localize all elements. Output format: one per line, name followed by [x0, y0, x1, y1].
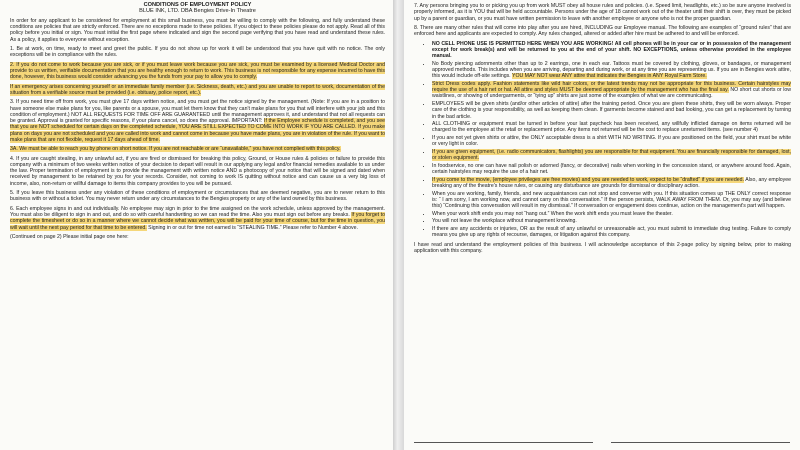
- highlight-rule-2: 2. If you do not come to work because you are sick, or if you must leave work because you are sick, you must be examined by a licensed Medical Doctor and provide to us written, verifiable documentation that you are healthy enough to return to work. This business is not responsible for any expense incurred to have this done, however, this business would consider advancing you the funds from your pay to allow you to comply.: [10, 61, 385, 81]
- rule-3a: [10, 146, 385, 152]
- list-item: • Strict Dress codes apply. Fashion statements like wild hair colors, or the latest trends may not be appropriate for this business. Certain hairstyles may require the use of a hair net or hat. All attire and styles MUST be deemed appropriate by the management who has the final say. NO short cut shorts or low waistlines, or showing of undergarments, or “tying up” shirts are just some of the examples of what we are communicating.: [432, 81, 791, 100]
- rule-7: 7. Any persons bringing you to or picking you up from work MUST obey all house rules and policies. (i.e. Speed limit, headlights, etc.) so be sure anyone involved is properly informed, as it is YOU that will be held accountable. Persons under the age of 18 cannot work out of the theater until their shift is over, they must be picked up by a parent or guardian, or you must have written permission to leave with another employee or anyone who is not the proper guardian.: [414, 3, 791, 22]
- rule-3-text: 3. If you need time off from work, you must give 17 days written notice, and you must get the notice signed by the management. (Note: If you are in a position to have someone else make plans for you, like parents or a spouse, you must let them know that they can't make plans for you that will interfere with your job and this condition of employment.) NOT ALL REQUESTS FOR TIME OFF ARE GUARANTEED until the management approves it, and understand that not all requests can be granted. Approval is granted for specific reasons, if your plans cancel, so does the approval. IMPORTANT:: [10, 99, 385, 125]
- highlight-rule-2-emergency: If an emergency arises concerning yourself or an immediate family member (i.e. Sickness, death, etc.) and you are unable to report to work, documentation of the situation from a verifiable source must be provided (i.e. obituary, police report, etc.).: [10, 83, 385, 96]
- rule-4: 4. If you are caught stealing, in any unlawful act, if you are fired or dismissed for breaking this policy, Ground, or House rules & policies or failure to provide this company with a minimum of two weeks written notice of your decision to depart will result in our applying any legal and/or financial remedies available to us under the law. Proper termination of employment is to provide the management with written notice AND a photocopy of your notice that will be signed and dated when received by management to be retained by you for your records. Consider, not coming to work IS quitting without notice and can cause us a very big loss of income, also, non-return or willful damage to items this company provides to you will be pursued.: [10, 155, 385, 187]
- book-gutter: [393, 0, 404, 450]
- page-footer: (Continued on page 2) Please initial page one here:: [10, 234, 129, 240]
- rule-2-emergency: [10, 84, 385, 97]
- ground-rules-list: [414, 41, 791, 239]
- list-item: • ALL CLOTHING or equipment must be turned in before your last paycheck has been received, any willfully inflicted damage on items returned will be charged to the employee at the retail or replacement price. Any items not returned will be the cost to replace unreturned items. (see number 4): [432, 121, 791, 134]
- list-item: • You will not leave the workplace without management knowing.: [432, 218, 791, 224]
- policy-page-2: [404, 0, 800, 450]
- rule-5: 5. If you leave this business under any violation of these conditions of employment or circumstances that are deemed negative, you are to never return to this business with or without a ticket. You may never return under any circumstances to the Bengies property or any of the land owned by this business.: [10, 190, 385, 203]
- list-item: • EMPLOYEES will be given shirts (and/or other articles of attire) after the training period. Once you are given these shirts, they will be worn always. Proper care of the clothing is your responsibility, as well as keeping them clean. If garments become stained and bad looking, you can get a replacement by turning in the bad article.: [432, 101, 791, 120]
- policy-page-1: [0, 0, 393, 450]
- list-item: • When you are working, family, friends, and new acquaintances can not stop and converse with you. If this situation comes up THE ONLY correct response is: “ I am sorry, I am working now, and cannot carry on this conversation.” If the person persists, WALK AWAY FROM THEM. Or, you may say (and believe this) “Continuing this conversation will result in my dismissal.” If conversation or engagement does continue, action on the management's part will happen.: [432, 191, 791, 210]
- intro-paragraph: In order for any applicant to be considered for employment at this small business, you must be willing to comply with the following, and fully understand these conditions are policies that are strictly enforced. There are no exceptions made to these policies. If you object to these policies please do not apply. Read all of this policy before you initial or sign. You must initial the first page where indicated and sign the second page verifying that you have read and understand these rules. As a policy, it applies to everyone without exception.: [10, 17, 385, 43]
- signature-lines: [414, 442, 790, 444]
- rule-2: [10, 62, 385, 81]
- signature-line: [414, 442, 593, 444]
- list-item: • If you are not yet given shirts or attire, the ONLY acceptable dress is a shirt WITH NO WRITING. If you are positioned on the field, your shirt must be white or very light in color.: [432, 135, 791, 148]
- list-item: • When your work shift ends you may not “hang out.” When the work shift ends you must leave the theater.: [432, 211, 791, 217]
- highlight-rule-3: If the Employee schedule is completed, and you see that you are NOT scheduled for certain days on the completed schedule, YOU ARE STILL EXPECTED TO COME INTO WORK IF YOU ARE CALLED. If you make plans on days you are not scheduled and you are called into work and cannot come in because you have made plans, you are in violation of the rule. If you want to make plans that are not flexible, request it 17 days ahead of time.: [10, 118, 386, 143]
- page-title: CONDITIONS OF EMPLOYMENT POLICY: [143, 2, 252, 8]
- rule-8: 8. There are many other rules that will come into play after you are hired, INCLUDING our Employee manual. The following are examples of “ground rules” that are enforced here and applicants are expected to comply. Any rules changed, altered or added after hire must be adhered to and will be enforced.: [414, 24, 791, 38]
- list-item: • If you come to the movie, (employee privileges are free movies) and you are needed to work, expect to be “drafted” if you are needed. Also, any employee breaking any of the theatre's house rules, or causing any disturbance are grounds for dismissal or disciplinary action.: [432, 177, 791, 190]
- company-subtitle: BLUE INK, LTD. DBA Bengies Drive-In Theatre: [139, 8, 256, 15]
- list-item: • If there are any accidents or injuries, OR as the result of any unlawful or unreasonable act, you must submit to immediate drug testing. Failure to comply means you give up any rights of recourse, damages, or litigation against this company.: [432, 226, 791, 239]
- rule-6-tail: Signing in or out for time not earned is “STEALING TIME.” Please refer to Number 4 above.: [148, 224, 358, 231]
- list-item: • In foodservice, no one can have nail polish or adorned (fancy, or decorative) nails when working in the concession stand, or anywhere around food. Again, certain hairstyles may require the use of a hair net.: [432, 163, 791, 176]
- rule-6: [10, 206, 385, 231]
- closing-statement: I have read and understand the employment policies of this business. I will acknowledge acceptance of this 2-page policy by signing below, prior to making application with this company.: [414, 241, 791, 254]
- rule-3: [10, 99, 385, 143]
- date-line: [611, 442, 790, 444]
- rule-6-text: 6. Each employee signs in and out individually. No employee may sign in prior to the time assigned on the work schedule, unless approved by the management. You must also be diligent to sign in and out, and do so with careful handwriting so we can read the time. Also you must sign out before any breaks.: [10, 205, 385, 219]
- highlight-rule-6: If you forget to complete the timesheet or do so in a manner where we cannot decide what was written, you will be paid for your time of course, but for the time in question, you will wait until the next pay period for that time to be entered.: [10, 212, 385, 231]
- list-item: • No Body piercing adornments other than up to 2 earrings, one in each ear. Tattoos must be covered by clothing, gloves, or bandages, or management approved methods. This includes when you are arriving, departing and during work, or at any time you are representing us. If you are in Bengies work attire, this would include off-site settings. YOU MAY NOT wear ANY attire that indicates the Bengies in ANY Royal Farm Store.: [432, 61, 791, 80]
- list-item: • NO CELL PHONE USE IS PERMITTED HERE WHEN YOU ARE WORKING! All cell phones will be in your car or in possession of the management except for work break(s) and will be returned to you at the end of your shift. NO EXCEPTIONS, unless otherwise provided in the employee manual.: [432, 41, 791, 60]
- highlight-rule-3a: 3A. We must be able to reach you by phone on short notice. If you are not reachable or are “unavailable,” you have not complied with this policy.: [10, 146, 341, 153]
- list-item: • If you are given equipment, (i.e. radio communicators, flashlights) you are responsible for that equipment. You are financially responsible for damaged, lost, or stolen equipment.: [432, 149, 791, 162]
- rule-1: 1. Be at work, on time, ready to meet and greet the public. If you do not show up for work it will be understood that you have quit with no notice. The only exceptions will be in compliance with the rules.: [10, 46, 385, 59]
